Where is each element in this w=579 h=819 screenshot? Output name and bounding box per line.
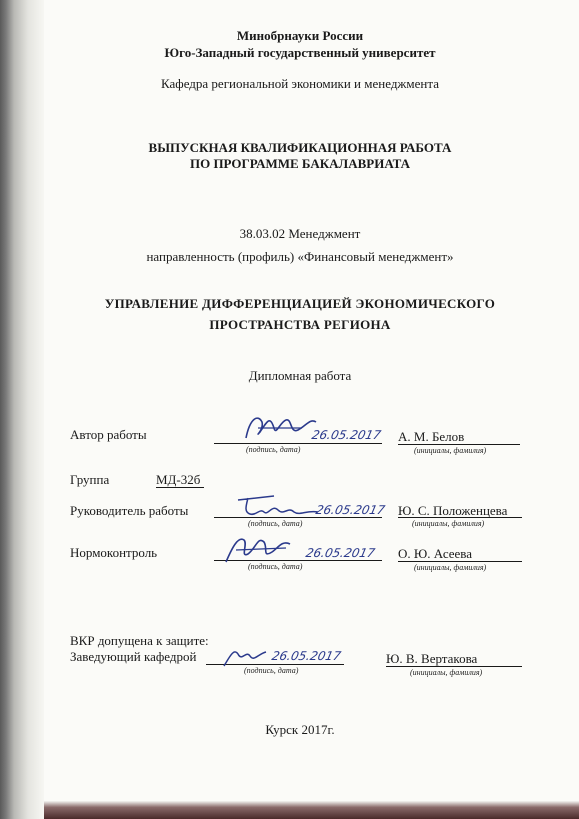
doc-type-line1: ВЫПУСКНАЯ КВАЛИФИКАЦИОННАЯ РАБОТА <box>148 140 452 155</box>
author-name: А. М. Белов <box>398 429 465 444</box>
supervisor-label: Руководитель работы <box>70 503 189 518</box>
program-profile: направленность (профиль) «Финансовый менеджмент» <box>146 249 454 264</box>
supervisor-date: 26.05.2017 <box>314 503 387 517</box>
group-value-line <box>156 487 204 488</box>
city-year: Курск 2017г. <box>265 722 335 737</box>
author-date: 26.05.2017 <box>310 428 383 442</box>
scan-edge-left <box>0 0 44 819</box>
doc-type-line2: ПО ПРОГРАММЕ БАКАЛАВРИАТА <box>189 156 411 171</box>
normcontrol-caption-left: (подпись, дата) <box>248 562 303 571</box>
author-label: Автор работы <box>70 427 147 442</box>
group-label: Группа <box>70 472 110 487</box>
author-caption-right: (инициалы, фамилия) <box>414 446 487 455</box>
admission-label: ВКР допущена к защите: <box>70 633 209 648</box>
supervisor-name-line <box>398 517 522 518</box>
author-name-line <box>398 444 520 445</box>
ministry: Минобрнауки России <box>236 28 364 43</box>
supervisor-signature <box>234 490 324 522</box>
topic-line1: УПРАВЛЕНИЕ ДИФФЕРЕНЦИАЦИЕЙ ЭКОНОМИЧЕСКОГО <box>104 296 496 311</box>
supervisor-caption-right: (инициалы, фамилия) <box>412 519 485 528</box>
university: Юго-Западный государственный университет <box>164 45 436 60</box>
head-date: 26.05.2017 <box>270 649 343 663</box>
normcontrol-label: Нормоконтроль <box>70 545 158 560</box>
supervisor-name: Ю. С. Положенцева <box>398 503 508 518</box>
topic-line2: ПРОСТРАНСТВА РЕГИОНА <box>209 317 391 332</box>
supervisor-caption-left: (подпись, дата) <box>248 519 303 528</box>
author-signature <box>240 408 320 448</box>
work-kind: Дипломная работа <box>248 368 352 383</box>
normcontrol-caption-right: (инициалы, фамилия) <box>414 563 487 572</box>
normcontrol-name: О. Ю. Асеева <box>398 546 473 561</box>
normcontrol-name-line <box>398 561 522 562</box>
head-caption-left: (подпись, дата) <box>244 666 299 675</box>
department: Кафедра региональной экономики и менеджмента <box>161 76 439 91</box>
group-value: МД-32б <box>156 472 201 487</box>
head-name-line <box>386 666 522 667</box>
scan-edge-bottom <box>44 801 579 819</box>
head-label: Заведующий кафедрой <box>70 649 197 664</box>
program-code: 38.03.02 Менеджмент <box>239 226 361 241</box>
head-name: Ю. В. Вертакова <box>386 651 478 666</box>
head-caption-right: (инициалы, фамилия) <box>410 668 483 677</box>
author-caption-left: (подпись, дата) <box>246 445 301 454</box>
normcontrol-date: 26.05.2017 <box>304 546 377 560</box>
